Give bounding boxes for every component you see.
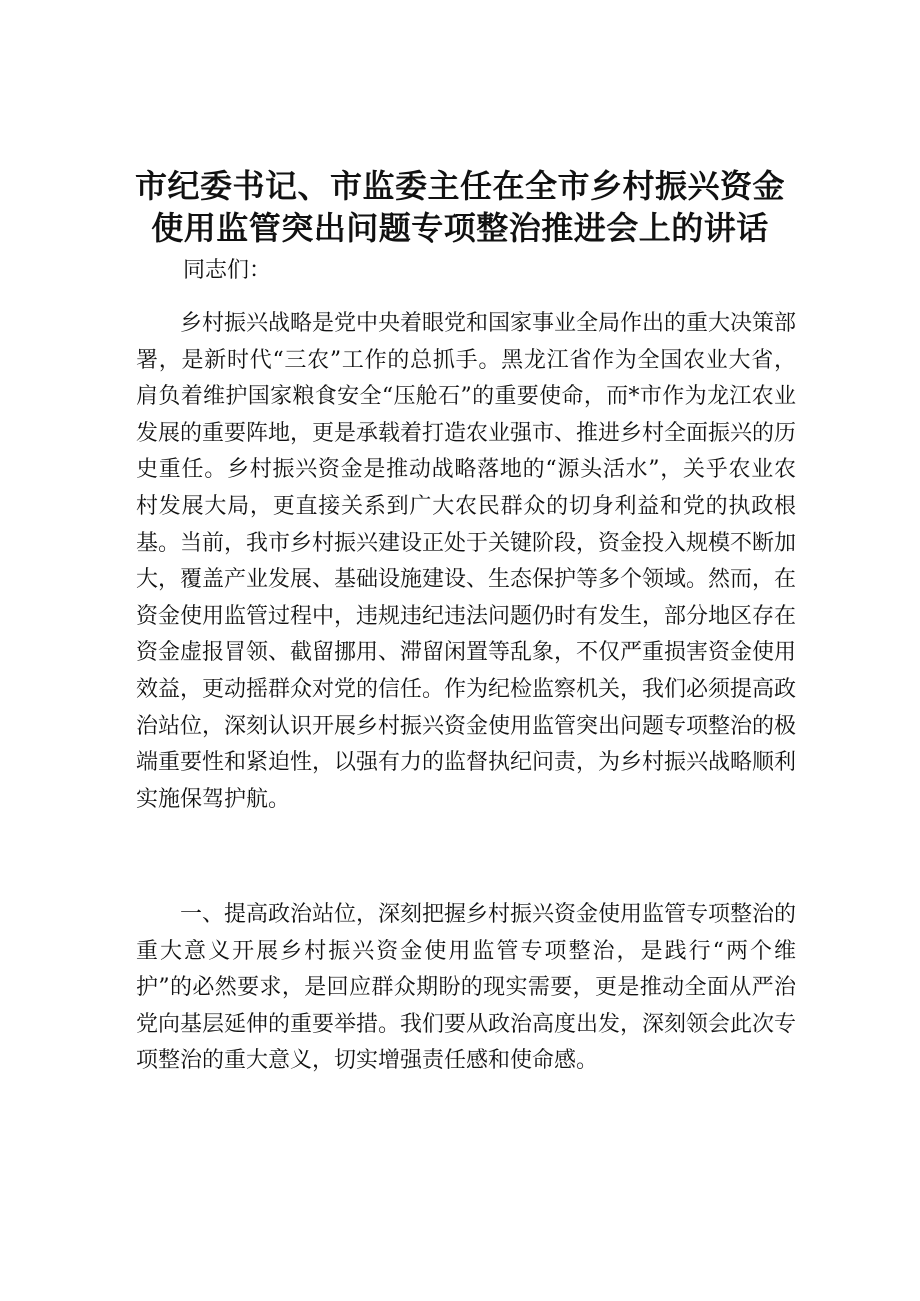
salutation: 同志们： xyxy=(183,258,272,283)
paragraph-intro: 乡村振兴战略是党中央着眼党和国家事业全局作出的重大决策部署，是新时代“三农”工作的总抓手。黑龙江省作为全国农业大省，肩负着维护国家粮食安全“压舱石”的重要使命，而*市作为龙江农业发展的重要阵地，更是承载着打造农业强市、推进乡村全面振兴的历史重任。乡村振兴资金是推动战略落地的“源头活水”，关乎农业农村发展大局，更直接关系到广大农民群众的切身利益和党的执政根基。当前，我市乡村振兴建设正处于关键阶段，资金投入规模不断加大，覆盖产业发展、基础设施建设、生态保护等多个领域。然而，在资金使用监管过程中，违规违纪违法问题仍时有发生，部分地区存在资金虚报冒领、截留挪用、滞留闲置等乱象，不仅严重损害资金使用效益，更动摇群众对党的信任。作为纪检监察机关，我们必须提高政治站位，深刻认识开展乡村振兴资金使用监管突出问题专项整治的极端重要性和紧迫性，以强有力的监督执纪问责，为乡村振兴战略顺利实施保驾护航。 xyxy=(136,311,797,812)
paragraph-section-one: 一、提高政治站位，深刻把握乡村振兴资金使用监管专项整治的重大意义开展乡村振兴资金使用监管专项整治，是践行“两个维护”的必然要求，是回应群众期盼的现实需要，更是推动全面从严治党向基层延伸的重要举措。我们要从政治高度出发，深刻领会此次专项整治的重大意义，切实增强责任感和使命感。 xyxy=(136,902,797,1074)
document-title-line-2: 使用监管突出问题专项整治推进会上的讲话 xyxy=(151,209,769,247)
document-title-line-1: 市纪委书记、市监委主任在全市乡村振兴资金 xyxy=(134,167,785,205)
